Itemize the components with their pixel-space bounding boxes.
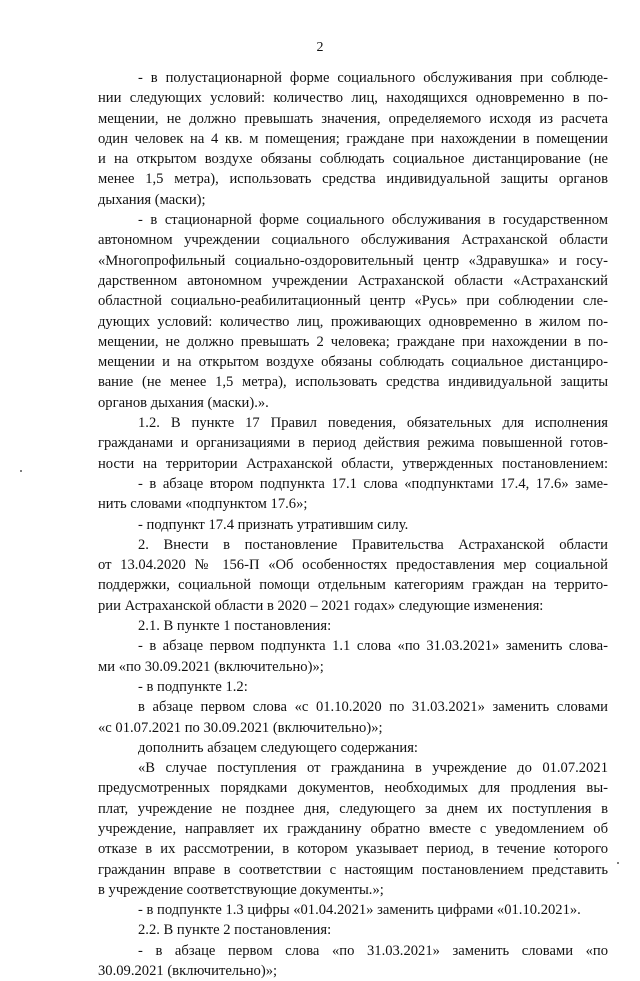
- text-line: гражданами и организациями в период действия режима повышенной готов-: [98, 435, 608, 452]
- scan-speck: [20, 470, 22, 472]
- text-line: - в абзаце втором подпункта 17.1 слова «подпунктами 17.4, 17.6» заме-: [138, 475, 608, 492]
- text-line: в учреждение соответствующие документы.»;: [98, 881, 384, 898]
- text-line: дополнить абзацем следующего содержания:: [138, 739, 418, 756]
- text-line: один человек на 4 кв. м помещения; граждане при нахождении в помещении: [98, 130, 608, 147]
- text-line: 30.09.2021 (включительно)»;: [98, 963, 278, 980]
- text-line: и на открытом воздухе обязаны соблюдать социальное дистанцирование (не: [98, 151, 608, 168]
- text-line: - в стационарной форме социального обслуживания в государственном: [138, 212, 608, 229]
- text-line: предусмотренных порядками документов, необходимых для продления вы-: [98, 780, 608, 797]
- text-line: - в полустационарной форме социального обслуживания при соблюде-: [138, 70, 608, 86]
- text-line: ми «по 30.09.2021 (включительно)»;: [98, 658, 324, 675]
- text-line: - в абзаце первом подпункта 1.1 слова «по 31.03.2021» заменить слова-: [138, 638, 608, 655]
- scan-speck: [556, 858, 558, 860]
- text-line: органов дыхания (маски).».: [98, 394, 269, 411]
- text-line: - в абзаце первом слова «по 31.03.2021» заменить словами «по: [138, 942, 608, 959]
- text-line: 2. Внести в постановление Правительства Астраханской области: [138, 536, 608, 553]
- text-line: дующих условий: количество лиц, проживающих одновременно в жилом по-: [98, 313, 608, 330]
- text-line: плат, учреждение не позднее дня, следующего за днем их поступления в: [98, 800, 608, 817]
- text-line: «Многопрофильный социально-оздоровительный центр «Здравушка» и госу-: [98, 252, 608, 269]
- text-line: 1.2. В пункте 17 Правил поведения, обязательных для исполнения: [138, 415, 608, 432]
- text-line: в абзаце первом слова «с 01.10.2020 по 31.03.2021» заменить словами: [138, 699, 608, 716]
- text-line: дыхания (маски);: [98, 191, 206, 208]
- document-body: [98, 68, 608, 981]
- text-line: дарственном автономном учреждении Астраханской области «Астраханский: [98, 272, 608, 289]
- text-line: областной социально-реабилитационный центр «Русь» при соблюдении сле-: [98, 293, 608, 310]
- text-line: нить словами «подпунктом 17.6»;: [98, 496, 308, 513]
- text-line: 2.2. В пункте 2 постановления:: [138, 922, 332, 939]
- page-number: 2: [316, 40, 324, 55]
- text-line: автономном учреждении социального обслуживания Астраханской области: [98, 232, 608, 249]
- text-line: нии следующих условий: количество лиц, находящихся одновременно в по-: [98, 90, 608, 107]
- text-line: «с 01.07.2021 по 30.09.2021 (включительно)»;: [98, 719, 383, 736]
- text-line: вание (не менее 1,5 метра), использовать средства индивидуальной защиты: [98, 374, 608, 391]
- text-line: - в подпункте 1.2:: [138, 678, 248, 695]
- text-line: «В случае поступления от гражданина в учреждение до 01.07.2021: [138, 760, 608, 777]
- text-line: 2.1. В пункте 1 постановления:: [138, 618, 332, 635]
- text-line: поддержки, социальной помощи отдельным категориям граждан на террито-: [98, 577, 608, 594]
- text-line: - подпункт 17.4 признать утратившим силу.: [138, 516, 409, 533]
- text-line: - в подпункте 1.3 цифры «01.04.2021» заменить цифрами «01.10.2021».: [138, 902, 581, 919]
- text-line: менее 1,5 метра), использовать средства индивидуальной защиты органов: [98, 171, 608, 188]
- text-line: гражданин вправе в соответствии с настоящим постановлением представить: [98, 861, 608, 878]
- text-line: мещении, не должно превышать значения, определяемого исходя из расчета: [98, 110, 608, 127]
- text-line: рии Астраханской области в 2020 – 2021 годах» следующие изменения:: [98, 597, 544, 614]
- text-line: мещении, не должно превышать 2 человека; граждане при нахождении в по-: [98, 333, 608, 350]
- text-line: ности на территории Астраханской области, утвержденных постановлением:: [98, 455, 608, 472]
- text-line: от 13.04.2020 № 156-П «Об особенностях предоставления мер социальной: [98, 557, 608, 574]
- text-line: учреждение, направляет их гражданину обратно вместе с уведомлением об: [98, 820, 608, 837]
- text-line: мещении и на открытом воздухе обязаны соблюдать социальное дистанциро-: [98, 354, 608, 371]
- text-line: отказе в их рассмотрении, в котором указывает период, в течение которого: [98, 841, 608, 858]
- scan-speck: [617, 862, 619, 864]
